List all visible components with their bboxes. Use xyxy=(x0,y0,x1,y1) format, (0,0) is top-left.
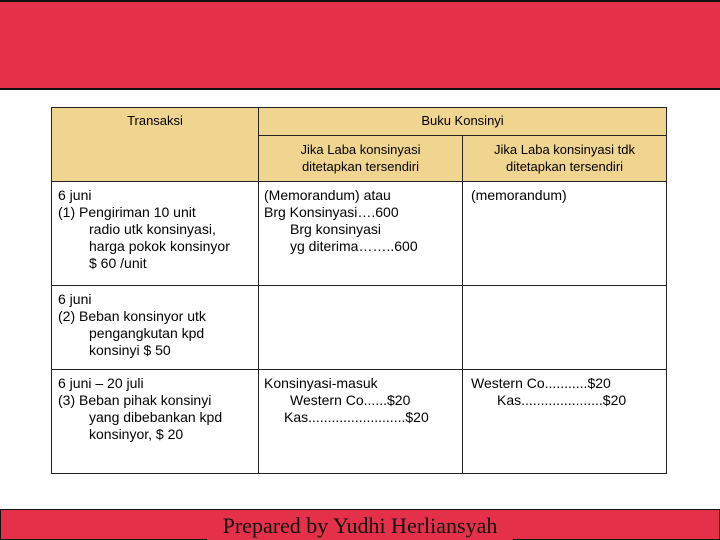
entry-line: (memorandum) xyxy=(471,187,567,203)
header-laba-ditetapkan-line: Jika Laba konsinyasi xyxy=(300,142,421,157)
transaction-date: 6 juni xyxy=(58,291,92,307)
header-laba-tidak-line: ditetapkan tersendiri xyxy=(505,159,624,174)
table-row xyxy=(52,182,667,286)
entry-line: Western Co......$20 xyxy=(290,392,411,408)
entry-cell-ditetapkan xyxy=(259,182,463,286)
entry-line: Kas.........................$20 xyxy=(284,409,429,425)
transaction-cell xyxy=(52,370,259,474)
transaction-cell xyxy=(52,286,259,370)
transaction-number: (2) xyxy=(58,308,76,324)
transaction-desc-line: Beban pihak konsinyi xyxy=(79,392,212,408)
transaction-desc-line: pengangkutan kpd xyxy=(89,325,205,341)
header-buku-konsinyi xyxy=(259,108,667,136)
footer-credit: Prepared by Yudhi Herliansyah xyxy=(207,511,513,540)
header-laba-tidak xyxy=(463,136,667,182)
transaction-first-line xyxy=(58,204,254,221)
entry-cell-tidak xyxy=(463,370,667,474)
title-bar xyxy=(0,0,720,90)
header-buku-konsinyi-label: Buku Konsinyi xyxy=(421,113,504,128)
transaction-desc-line: radio utk konsinyasi, xyxy=(89,221,216,237)
entry-cell-tidak xyxy=(463,182,667,286)
transaction-desc-line: konsinyi $ 50 xyxy=(89,342,171,358)
header-transaksi xyxy=(52,108,259,182)
entry-line: (Memorandum) atau xyxy=(264,187,391,203)
table-row xyxy=(52,286,667,370)
transaction-desc-line: Beban konsinyor utk xyxy=(79,308,206,324)
transaction-cell xyxy=(52,182,259,286)
header-laba-tidak-line: Jika Laba konsinyasi tdk xyxy=(494,142,635,157)
header-laba-ditetapkan xyxy=(259,136,463,182)
transaction-number: (3) xyxy=(58,392,76,408)
transaction-number: (1) xyxy=(58,204,76,220)
entry-cell-tidak xyxy=(463,286,667,370)
transaction-first-line xyxy=(58,308,254,325)
transaction-desc-line: $ 60 /unit xyxy=(89,255,147,271)
transaction-first-line xyxy=(58,392,254,409)
entry-line: Brg konsinyasi xyxy=(290,221,382,237)
entry-line: yg diterima……..600 xyxy=(290,238,418,254)
transaction-desc-line: yang dibebankan kpd xyxy=(89,409,223,425)
header-laba-ditetapkan-line: ditetapkan tersendiri xyxy=(301,159,420,174)
transaction-desc-line: konsinyor, $ 20 xyxy=(89,426,184,442)
transaction-date: 6 juni – 20 juli xyxy=(58,375,144,391)
entry-cell-ditetapkan xyxy=(259,286,463,370)
transaction-date: 6 juni xyxy=(58,187,92,203)
entry-cell-ditetapkan xyxy=(259,370,463,474)
header-transaksi-label: Transaksi xyxy=(127,113,183,128)
transaction-desc-line: harga pokok konsinyor xyxy=(89,238,230,254)
entry-line: Western Co...........$20 xyxy=(471,375,611,391)
consignment-table xyxy=(51,107,667,474)
table-row xyxy=(52,370,667,474)
entry-line: Kas.....................$20 xyxy=(497,392,627,408)
entry-line: Konsinyasi-masuk xyxy=(264,375,378,391)
entry-line: Brg Konsinyasi….600 xyxy=(264,204,399,220)
transaction-desc-line: Pengiriman 10 unit xyxy=(79,204,196,220)
